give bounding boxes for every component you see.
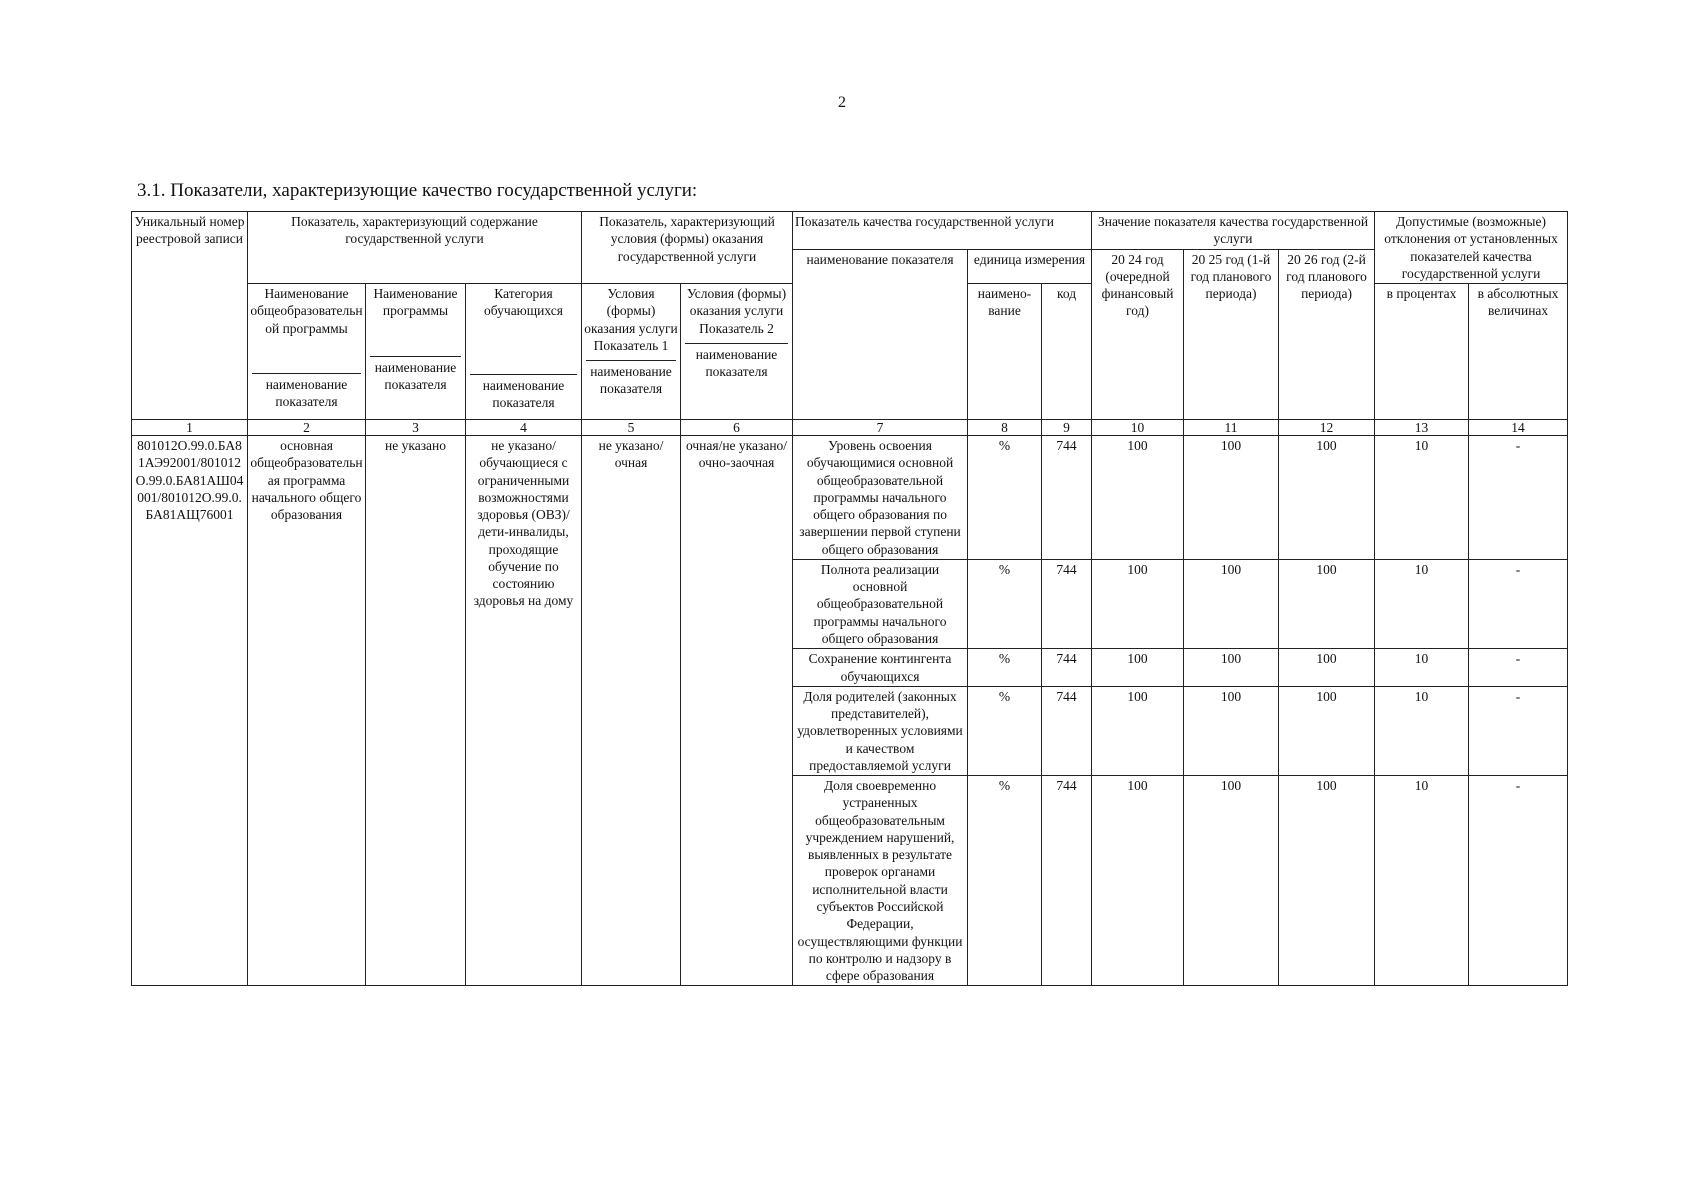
column-number: 13 — [1375, 420, 1469, 436]
column-number: 2 — [248, 420, 366, 436]
column-number: 7 — [793, 420, 968, 436]
col-cond1-sublabel: наименование показателя — [586, 360, 676, 398]
header-in-percent: в процентах — [1375, 284, 1469, 420]
section-title: 3.1. Показатели, характеризующие качество государственной услуги: — [137, 180, 698, 201]
col-program-name-label: Наименование общеобразовательной программы — [250, 286, 363, 336]
col-category-sublabel: наименование показателя — [470, 374, 577, 412]
indicator-value-year-3: 100 — [1279, 776, 1375, 986]
indicator-value-year-1: 100 — [1092, 776, 1184, 986]
table-row — [132, 436, 1568, 560]
indicator-deviation-percent: 10 — [1375, 559, 1469, 648]
header-col-category — [466, 284, 582, 420]
header-unit: единица измерения — [968, 249, 1092, 284]
column-number: 1 — [132, 420, 248, 436]
indicator-value-year-3: 100 — [1279, 649, 1375, 687]
indicator-deviation-percent: 10 — [1375, 436, 1469, 560]
column-numbers-row — [132, 420, 1568, 436]
indicator-deviation-percent: 10 — [1375, 649, 1469, 687]
indicator-deviation-percent: 10 — [1375, 776, 1469, 986]
indicator-name: Сохранение контингента обучающихся — [793, 649, 968, 687]
indicator-code: 744 — [1042, 649, 1092, 687]
indicator-deviation-absolute: - — [1469, 686, 1568, 775]
column-number: 12 — [1279, 420, 1375, 436]
indicator-code: 744 — [1042, 436, 1092, 560]
indicator-value-year-2: 100 — [1184, 686, 1279, 775]
column-number: 6 — [681, 420, 793, 436]
header-deviations: Допустимые (возможные) отклонения от установленных показателей качества государственной услуги — [1375, 212, 1568, 284]
column-number: 4 — [466, 420, 582, 436]
indicator-value-year-1: 100 — [1092, 559, 1184, 648]
record-unique-number: 801012О.99.0.БА81АЭ92001/801012О.99.0.БА81АШ04001/801012О.99.0.БА81АЩ76001 — [132, 436, 248, 986]
indicator-name: Доля своевременно устраненных общеобразовательным учреждением нарушений, выявленных в результате проверок органами исполнительной власти субъектов Российской Федерации, осуществляющими функции по контролю и надзору в сфере образования — [793, 776, 968, 986]
header-quality-value: Значение показателя качества государственной услуги — [1092, 212, 1375, 250]
indicator-value-year-3: 100 — [1279, 436, 1375, 560]
indicator-unit: % — [968, 436, 1042, 560]
col-cond1-label: Условия (формы) оказания услуги Показатель 1 — [584, 286, 678, 353]
column-number: 9 — [1042, 420, 1092, 436]
indicator-unit: % — [968, 776, 1042, 986]
indicator-code: 744 — [1042, 776, 1092, 986]
indicator-value-year-2: 100 — [1184, 649, 1279, 687]
header-year-2: 20 25 год (1-й год планового периода) — [1184, 249, 1279, 420]
indicator-deviation-percent: 10 — [1375, 686, 1469, 775]
indicator-value-year-1: 100 — [1092, 436, 1184, 560]
indicator-value-year-2: 100 — [1184, 436, 1279, 560]
header-row-1 — [132, 212, 1568, 250]
column-number: 5 — [582, 420, 681, 436]
header-col-cond1 — [582, 284, 681, 420]
indicator-deviation-absolute: - — [1469, 436, 1568, 560]
record-program-name: основная общеобразовательная программа начального общего образования — [248, 436, 366, 986]
indicator-deviation-absolute: - — [1469, 559, 1568, 648]
header-year-3: 20 26 год (2-й год планового периода) — [1279, 249, 1375, 420]
indicator-value-year-2: 100 — [1184, 559, 1279, 648]
header-col-program-name — [248, 284, 366, 420]
indicator-unit: % — [968, 649, 1042, 687]
header-conditions-indicator: Показатель, характеризующий условия (формы) оказания государственной услуги — [582, 212, 793, 284]
indicator-code: 744 — [1042, 686, 1092, 775]
column-number: 11 — [1184, 420, 1279, 436]
indicator-name: Доля родителей (законных представителей), удовлетворенных условиями и качеством предоставляемой услуги — [793, 686, 968, 775]
indicator-name: Уровень освоения обучающимися основной общеобразовательной программы начального общего образования по завершении первой ступени общего образования — [793, 436, 968, 560]
indicator-value-year-3: 100 — [1279, 686, 1375, 775]
col-cond2-label: Условия (формы) оказания услуги Показатель 2 — [686, 286, 787, 336]
indicator-value-year-1: 100 — [1092, 649, 1184, 687]
record-cond1: не указано/ очная — [582, 436, 681, 986]
col-program-sublabel: наименование показателя — [370, 356, 461, 394]
column-number: 14 — [1469, 420, 1568, 436]
page-number: 2 — [838, 94, 846, 111]
indicator-code: 744 — [1042, 559, 1092, 648]
quality-indicators-table — [131, 211, 1568, 986]
record-cond2: очная/не указано/ очно-заочная — [681, 436, 793, 986]
header-col-cond2 — [681, 284, 793, 420]
indicator-deviation-absolute: - — [1469, 649, 1568, 687]
header-col-program — [366, 284, 466, 420]
indicator-value-year-2: 100 — [1184, 776, 1279, 986]
header-unique-number: Уникальный номер реестровой записи — [132, 212, 248, 420]
indicator-value-year-1: 100 — [1092, 686, 1184, 775]
col-program-name-sublabel: наименование показателя — [252, 373, 361, 411]
header-quality-indicator: Показатель качества государственной услуги — [793, 212, 1092, 250]
indicator-value-year-3: 100 — [1279, 559, 1375, 648]
record-program: не указано — [366, 436, 466, 986]
header-unit-code: код — [1042, 284, 1092, 420]
column-number: 8 — [968, 420, 1042, 436]
header-content-indicator: Показатель, характеризующий содержание государственной услуги — [248, 212, 582, 284]
indicator-unit: % — [968, 686, 1042, 775]
column-number: 3 — [366, 420, 466, 436]
indicator-name: Полнота реализации основной общеобразовательной программы начального общего образования — [793, 559, 968, 648]
col-cond2-sublabel: наименование показателя — [685, 343, 788, 381]
indicator-unit: % — [968, 559, 1042, 648]
record-category: не указано/обучающиеся с ограниченными возможностями здоровья (ОВЗ)/ дети-инвалиды, проходящие обучение по состоянию здоровья на дому — [466, 436, 582, 986]
indicator-deviation-absolute: - — [1469, 776, 1568, 986]
header-indicator-name: наименование показателя — [793, 249, 968, 420]
header-unit-name: наимено-вание — [968, 284, 1042, 420]
header-in-absolute: в абсолютных величинах — [1469, 284, 1568, 420]
col-category-label: Категория обучающихся — [484, 286, 563, 319]
header-year-1: 20 24 год (очередной финансовый год) — [1092, 249, 1184, 420]
column-number: 10 — [1092, 420, 1184, 436]
col-program-label: Наименование программы — [373, 286, 458, 319]
